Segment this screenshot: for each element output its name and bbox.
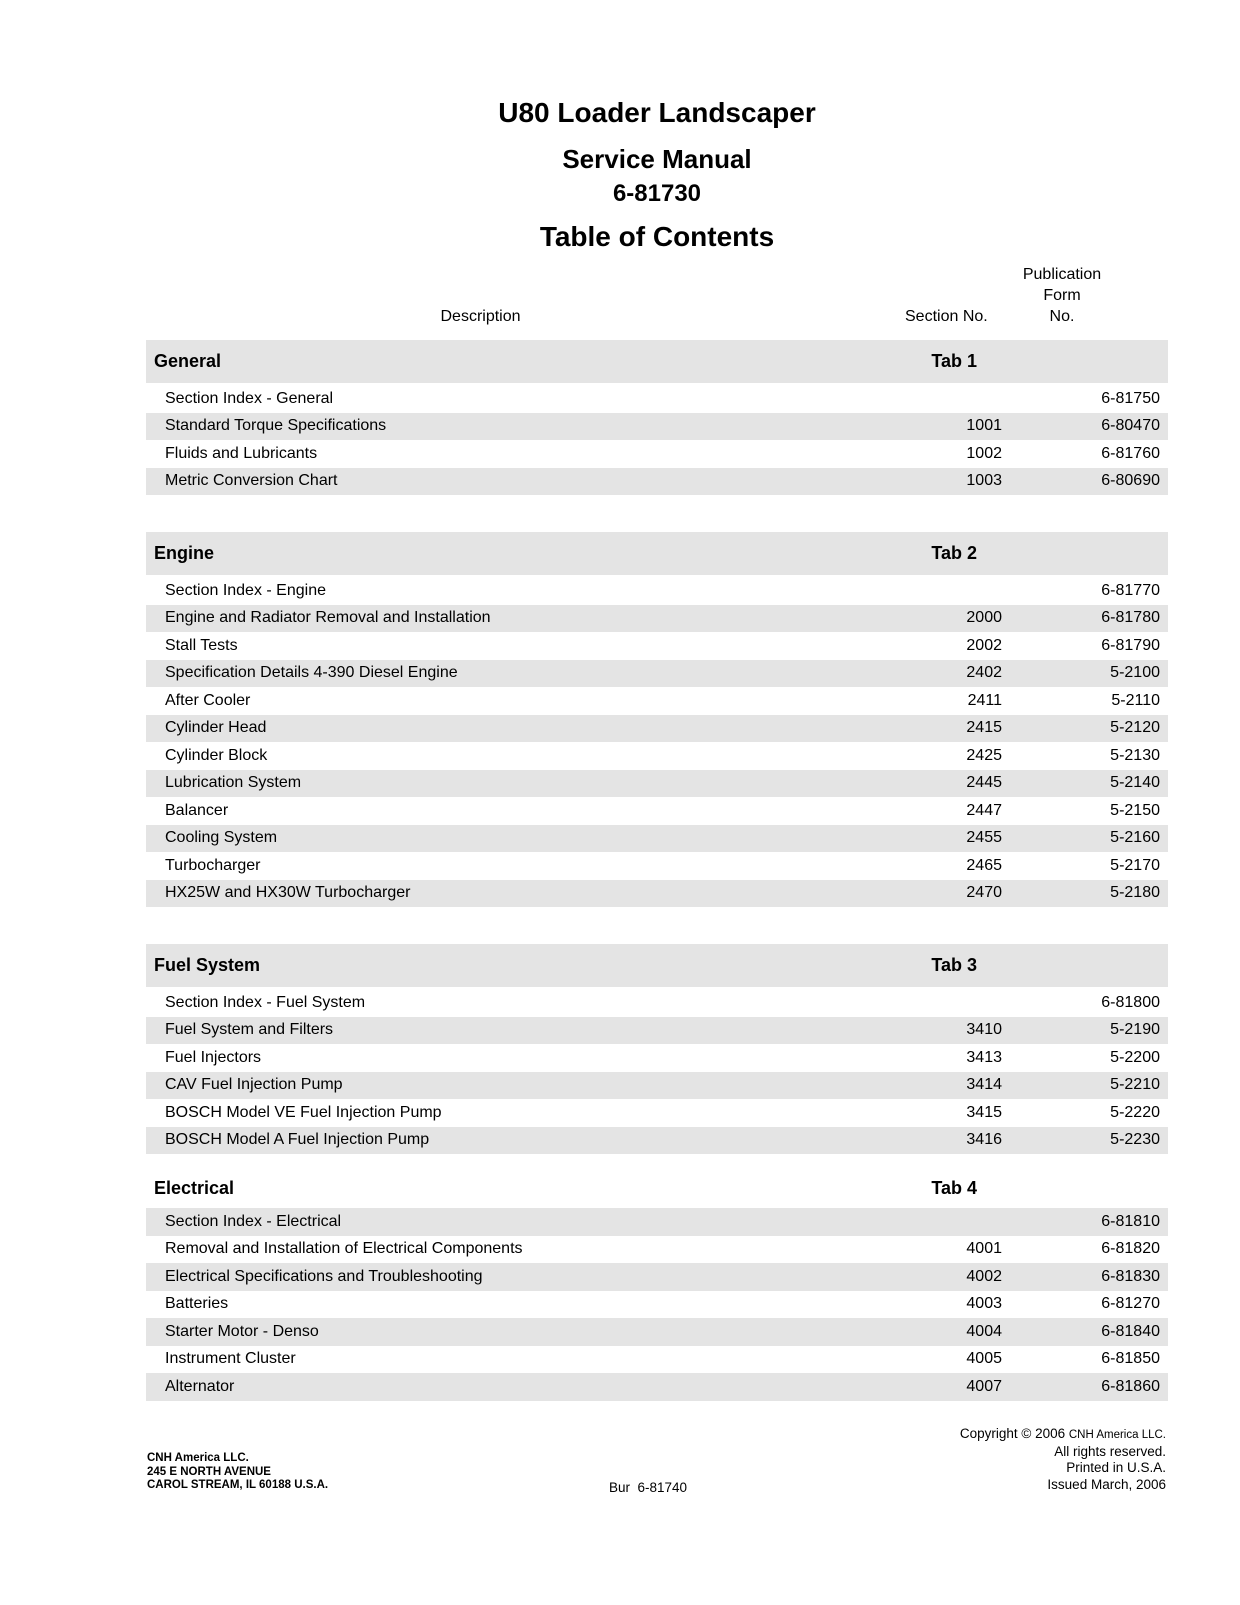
row-description: HX25W and HX30W Turbocharger (165, 884, 411, 902)
row-description: Standard Torque Specifications (165, 417, 387, 435)
table-row (146, 1072, 1168, 1100)
toc-section (146, 944, 1168, 1154)
row-description: CAV Fuel Injection Pump (165, 1076, 343, 1094)
section-tab: Tab 1 (931, 351, 977, 371)
row-publication-no: 6-81820 (1101, 1240, 1160, 1258)
row-section-no: 3413 (966, 1048, 1002, 1066)
row-section-no: 4002 (966, 1267, 1002, 1285)
column-header-publication-form-line1: Publication Form (1022, 266, 1102, 304)
table-row (146, 715, 1168, 743)
row-description: Turbocharger (165, 856, 261, 874)
row-description: Section Index - Fuel System (165, 993, 366, 1011)
table-row (146, 880, 1168, 908)
row-description: Alternator (165, 1377, 235, 1395)
row-section-no: 2002 (966, 636, 1002, 654)
row-section-no: 3415 (966, 1103, 1002, 1121)
row-description: Fuel Injectors (165, 1048, 262, 1066)
row-publication-no: 5-2150 (1110, 801, 1160, 819)
table-row (146, 440, 1168, 468)
table-row (146, 1208, 1168, 1236)
section-name: Electrical (154, 1178, 235, 1198)
table-row (146, 660, 1168, 688)
row-section-no: 2445 (966, 774, 1002, 792)
section-tab: Tab 4 (931, 1178, 977, 1198)
row-description: Metric Conversion Chart (165, 472, 338, 490)
row-description: Lubrication System (165, 774, 302, 792)
section-header (146, 1171, 1168, 1206)
row-section-no: 3416 (966, 1131, 1002, 1149)
row-publication-no: 5-2110 (1111, 691, 1160, 709)
table-row (146, 385, 1168, 413)
row-section-no: 4004 (966, 1322, 1002, 1340)
row-publication-no: 6-81810 (1101, 1212, 1160, 1230)
section-tab: Tab 3 (931, 955, 977, 975)
row-publication-no: 5-2160 (1110, 829, 1160, 847)
toc-section (146, 1171, 1168, 1401)
row-description: BOSCH Model A Fuel Injection Pump (165, 1131, 430, 1149)
table-row (146, 1099, 1168, 1127)
section-tab: Tab 2 (931, 543, 977, 563)
toc-section (146, 532, 1168, 907)
row-publication-no: 5-2210 (1110, 1076, 1160, 1094)
table-row (146, 1318, 1168, 1346)
toc-section (146, 340, 1168, 495)
row-section-no: 2000 (966, 609, 1002, 627)
row-publication-no: 5-2170 (1110, 856, 1160, 874)
row-section-no: 2415 (966, 719, 1002, 737)
row-section-no: 4005 (966, 1350, 1002, 1368)
table-row (146, 1044, 1168, 1072)
row-section-no: 1002 (966, 444, 1002, 462)
row-publication-no: 6-81790 (1101, 636, 1160, 654)
column-header-description: Description (440, 308, 521, 325)
row-publication-no: 6-81800 (1101, 993, 1160, 1011)
section-name: Fuel System (154, 955, 261, 975)
issued-date: Issued March, 2006 (1047, 1476, 1166, 1492)
table-row (146, 989, 1168, 1017)
row-publication-no: 6-80470 (1101, 417, 1160, 435)
row-publication-no: 6-81850 (1101, 1350, 1160, 1368)
service-manual-subtitle: Service Manual (562, 144, 752, 174)
table-row (146, 1236, 1168, 1264)
table-row (146, 797, 1168, 825)
row-description: Stall Tests (165, 636, 238, 654)
copyright-line (960, 1426, 1166, 1444)
row-section-no: 2425 (966, 746, 1002, 764)
toc-table (146, 340, 1168, 1401)
toc-heading: Table of Contents (539, 221, 775, 252)
section-header (146, 340, 1168, 383)
row-section-no: 2465 (966, 856, 1002, 874)
table-row (146, 632, 1168, 660)
section-rows (146, 385, 1168, 495)
title-block (146, 0, 1168, 253)
manual-number: 6-81730 (612, 180, 702, 207)
row-description: Section Index - Electrical (165, 1212, 342, 1230)
column-header-section-no: Section No. (905, 308, 988, 325)
row-section-no: 1001 (966, 417, 1002, 435)
table-row (146, 1263, 1168, 1291)
row-publication-no: 6-81760 (1101, 444, 1160, 462)
row-description: Section Index - Engine (165, 581, 326, 599)
row-section-no: 2402 (966, 664, 1002, 682)
row-description: Specification Details 4-390 Diesel Engine (165, 664, 458, 682)
row-publication-no: 6-81270 (1101, 1295, 1160, 1313)
table-row (146, 577, 1168, 605)
row-section-no: 2470 (966, 884, 1002, 902)
table-row (146, 687, 1168, 715)
table-row (146, 1017, 1168, 1045)
row-publication-no: 5-2100 (1110, 664, 1160, 682)
column-header-publication-form-line2: No. (1049, 308, 1075, 325)
row-publication-no: 6-80690 (1101, 472, 1160, 490)
row-publication-no: 6-81840 (1101, 1322, 1160, 1340)
table-row (146, 852, 1168, 880)
row-section-no: 1003 (966, 472, 1002, 490)
row-publication-no: 5-2220 (1110, 1103, 1160, 1121)
row-publication-no: 5-2180 (1110, 884, 1160, 902)
row-description: BOSCH Model VE Fuel Injection Pump (165, 1103, 442, 1121)
row-section-no: 4007 (966, 1377, 1002, 1395)
table-row (146, 605, 1168, 633)
row-description: Fluids and Lubricants (165, 444, 318, 462)
row-description: Electrical Specifications and Troubleshooting (165, 1267, 483, 1285)
row-description: After Cooler (165, 691, 251, 709)
row-publication-no: 6-81770 (1101, 581, 1160, 599)
bur-number: Bur 6-81740 (609, 1480, 688, 1495)
publisher-address-block (147, 1452, 328, 1493)
section-rows (146, 1208, 1168, 1401)
table-row (146, 1127, 1168, 1155)
row-description: Section Index - General (165, 389, 334, 407)
copyright-prefix: Copyright © 2006 (959, 1426, 1069, 1441)
row-publication-no: 6-81860 (1101, 1377, 1160, 1395)
section-rows (146, 577, 1168, 907)
publisher-street: 245 E NORTH AVENUE (147, 1465, 271, 1478)
table-row (146, 770, 1168, 798)
copyright-company: CNH America LLC. (1068, 1429, 1166, 1441)
row-description: Starter Motor - Denso (165, 1322, 319, 1340)
row-section-no: 3410 (966, 1021, 1002, 1039)
row-section-no: 2455 (966, 829, 1002, 847)
section-name: General (154, 351, 222, 371)
row-section-no: 4001 (966, 1240, 1002, 1258)
column-headers (146, 264, 1168, 327)
row-description: Removal and Installation of Electrical Components (165, 1240, 523, 1258)
rights-reserved: All rights reserved. (1054, 1443, 1166, 1459)
section-header (146, 532, 1168, 575)
table-row (146, 413, 1168, 441)
page-title: U80 Loader Landscaper (498, 97, 816, 128)
row-description: Engine and Radiator Removal and Installation (165, 609, 491, 627)
row-description: Cooling System (165, 829, 278, 847)
section-rows (146, 989, 1168, 1154)
table-row (146, 742, 1168, 770)
table-row (146, 1346, 1168, 1374)
row-publication-no: 6-81780 (1101, 609, 1160, 627)
publisher-city: CAROL STREAM, IL 60188 U.S.A. (147, 1479, 329, 1491)
row-description: Batteries (165, 1295, 229, 1313)
row-section-no: 4003 (966, 1295, 1002, 1313)
publisher-name: CNH America LLC. (147, 1452, 249, 1464)
row-description: Instrument Cluster (165, 1350, 296, 1368)
row-description: Cylinder Head (165, 719, 267, 737)
column-header-publication-form (1005, 264, 1168, 327)
row-publication-no: 5-2130 (1110, 746, 1160, 764)
row-description: Balancer (165, 801, 229, 819)
printed-in: Printed in U.S.A. (1066, 1460, 1166, 1475)
table-row (146, 1373, 1168, 1401)
section-name: Engine (154, 543, 215, 563)
table-row (146, 1291, 1168, 1319)
row-publication-no: 5-2140 (1110, 774, 1160, 792)
row-publication-no: 5-2230 (1110, 1131, 1160, 1149)
section-header (146, 944, 1168, 987)
row-publication-no: 6-81830 (1101, 1267, 1160, 1285)
row-publication-no: 5-2190 (1110, 1021, 1160, 1039)
row-section-no: 2411 (967, 691, 1002, 709)
table-row (146, 825, 1168, 853)
table-row (146, 468, 1168, 496)
row-section-no: 2447 (966, 801, 1002, 819)
row-section-no: 3414 (966, 1076, 1002, 1094)
copyright-block (960, 1426, 1166, 1493)
row-description: Cylinder Block (165, 746, 268, 764)
row-publication-no: 6-81750 (1101, 389, 1160, 407)
row-description: Fuel System and Filters (165, 1021, 334, 1039)
row-publication-no: 5-2120 (1110, 719, 1160, 737)
row-publication-no: 5-2200 (1110, 1048, 1160, 1066)
